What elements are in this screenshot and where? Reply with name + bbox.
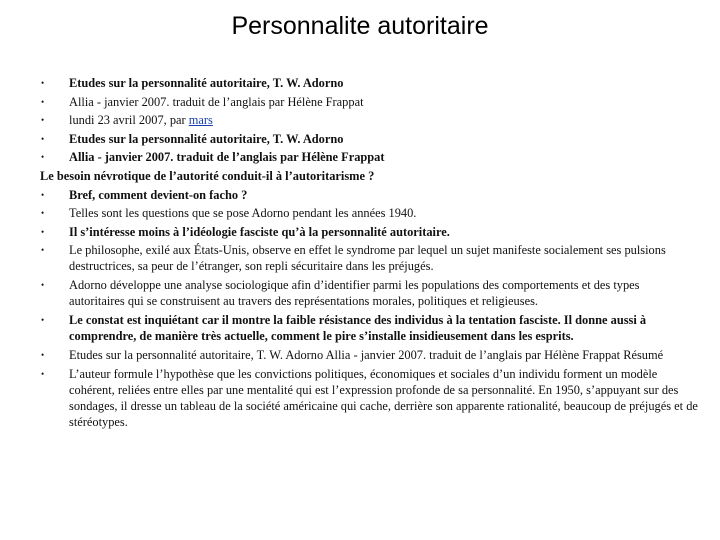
slide-title: Personnalite autoritaire <box>231 12 489 40</box>
bullet-marker: • <box>41 115 45 126</box>
bullet-marker: • <box>41 189 45 200</box>
list-item <box>40 93 698 112</box>
author-link[interactable]: mars <box>188 113 213 128</box>
bullet-marker: • <box>41 78 45 88</box>
list-item-text: Adorno développe une analyse sociologique afin d’identifier parmi les populations des comportements et des types autoritaires qui se construisent au travers des représentations morales, politiques et religieuses. <box>69 278 640 309</box>
list-item <box>40 241 698 276</box>
list-item <box>40 130 698 149</box>
list-item-text: Le philosophe, exilé aux États-Unis, observe en effet le syndrome par lequel un sujet manifeste socialement ses pulsions destructrices, sa peur de l’étranger, son repli sécuritaire dans les préjugés. <box>69 243 666 274</box>
list-item <box>40 148 698 167</box>
list-item-text: Le constat est inquiétant car il montre la faible résistance des individus à la tentation fasciste. Il donne aussi à comprendre, de manière très actuelle, comment le pire s’installe insidieusement dans les esprits. <box>69 313 647 344</box>
list-item-text: Il s’intéresse moins à l’idéologie fasciste qu’à la personnalité autoritaire. <box>69 224 450 239</box>
list-item-text: Etudes sur la personnalité autoritaire, T. W. Adorno Allia - janvier 2007. traduit de l’anglais par Hélène Frappat Résumé <box>69 348 664 363</box>
list-item <box>40 204 698 223</box>
list-item-text: Bref, comment devient-on facho ? <box>69 187 248 202</box>
list-item-text: Telles sont les questions que se pose Adorno pendant les années 1940. <box>69 206 417 221</box>
list-item-text: Etudes sur la personnalité autoritaire, T. W. Adorno <box>69 76 344 90</box>
list-item <box>40 311 698 346</box>
bullet-marker: • <box>41 152 45 163</box>
list-item-text: L’auteur formule l’hypothèse que les convictions politiques, économiques et sociales d’un individu forment un modèle cohérent, reliées entre elles par une mentalité qui est l’expression profonde de sa personnalité. En 1950, s’appuyant sur des sondages, il dresse un tableau de la société américaine qui cache, derrière son apparente rationalité, beaucoup de préjugés et de stéréotypes. <box>69 367 698 430</box>
list-item-text: Allia - janvier 2007. traduit de l’anglais par Hélène Frappat <box>69 94 364 109</box>
question-line: Le besoin névrotique de l’autorité conduit-il à l’autoritarisme ? <box>40 168 375 183</box>
bullet-marker: • <box>41 369 45 380</box>
bullet-marker: • <box>41 280 45 291</box>
bullet-marker: • <box>41 226 45 237</box>
list-item <box>40 186 698 205</box>
bullet-marker: • <box>41 96 45 107</box>
bullet-marker: • <box>41 133 45 144</box>
list-item <box>40 74 698 93</box>
bullet-marker: • <box>41 315 45 326</box>
list-item-text: Etudes sur la personnalité autoritaire, T. W. Adorno <box>69 131 344 146</box>
list-item <box>40 346 698 365</box>
list-item <box>40 111 698 130</box>
list-item-text <box>69 111 698 130</box>
date-author-prefix: lundi 23 avril 2007, par <box>69 113 189 128</box>
bullet-marker: • <box>41 245 45 256</box>
list-item <box>40 276 698 311</box>
list-item-text: Allia - janvier 2007. traduit de l’anglais par Hélène Frappat <box>69 150 385 165</box>
bullet-marker: • <box>41 350 45 361</box>
bullet-marker: • <box>41 208 45 219</box>
slide-body <box>40 74 698 432</box>
list-item <box>40 223 698 242</box>
list-item <box>40 365 698 432</box>
